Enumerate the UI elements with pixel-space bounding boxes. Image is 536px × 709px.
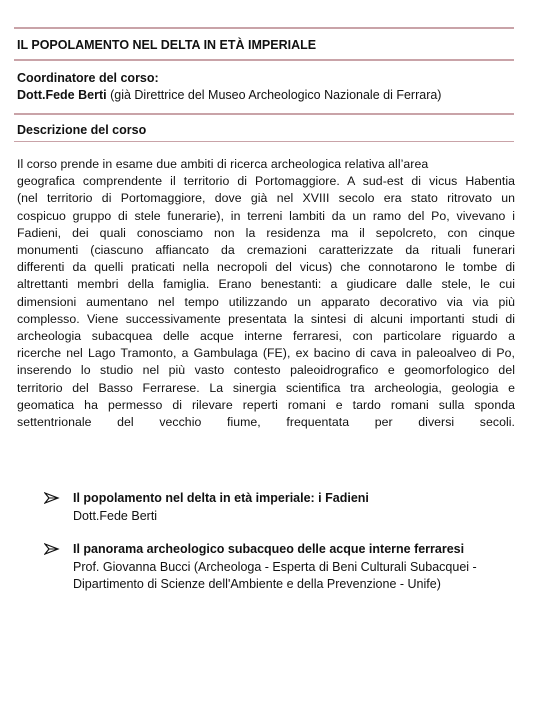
description-line: territorio del Basso Ferrarese. La sinergia scientifica tra archeologia, geologia e: [17, 380, 515, 395]
description-line: dimensioni aumentano nel tempo utilizzando un apparato decorativo via via più: [17, 294, 515, 309]
arrow-bullet-icon: [44, 491, 60, 505]
description-line: Il corso prende in esame due ambiti di ricerca archeologica relativa all’area: [17, 157, 429, 171]
title-divider: [14, 59, 514, 61]
description-line: (nel territorio di Portomaggiore, dove già nel XVIII secolo era stato ritrovato un: [17, 191, 515, 206]
description-body: [17, 156, 515, 431]
talk-title: Il panorama archeologico subacqueo delle acque interne ferraresi: [73, 542, 465, 556]
coordinator-label: Coordinatore del corso:: [17, 71, 159, 85]
talk-title: Il popolamento nel delta in età imperiale: i Fadieni: [73, 491, 369, 505]
coordinator-name: Dott.Fede Berti: [17, 88, 107, 102]
description-line: altrettanti membri della famiglia. Erano benestanti: a giudicare dalle stele, le cui: [17, 277, 515, 292]
course-title: IL POPOLAMENTO NEL DELTA IN ETÀ IMPERIALE: [17, 38, 317, 52]
description-line: complesso. Viene successivamente presentata la sintesi di alcuni importanti studi di: [17, 311, 515, 326]
top-divider: [14, 27, 514, 29]
arrow-bullet-icon: [44, 542, 60, 556]
talk-speaker: Prof. Giovanna Bucci (Archeologa - Esperta di Beni Culturali Subacquei -: [73, 559, 477, 574]
description-line: monumenti (ciascuno affiancato da cremazioni caratterizzate da rituali funerari: [17, 243, 515, 258]
talk-list: [44, 490, 514, 610]
coordinator-line: [17, 87, 515, 104]
coordinator-role: (già Direttrice del Museo Archeologico Nazionale di Ferrara): [110, 88, 442, 102]
description-line: cospicuo gruppo di stele funerarie), in terreni lambiti da un ramo del Po, vivevano i: [17, 208, 515, 223]
talk-item: [44, 490, 514, 525]
description-line: settentrionale del vecchio fiume, frequentata per diversi secoli.: [17, 415, 515, 430]
description-line: differenti da quelli praticati nella necropoli del vicus) che connotarono le tombe di: [17, 260, 515, 275]
coordinator-section: [17, 70, 515, 104]
description-line: archeologia subacquea delle acque interne ferraresi, con particolare riguardo a: [17, 329, 515, 344]
description-line: Fadieni, dei quali conosciamo non la residenza ma il sepolcreto, con cinque: [17, 225, 515, 240]
coordinator-divider: [14, 113, 514, 115]
talk-item: [44, 541, 514, 594]
talk-speaker: Dott.Fede Berti: [73, 508, 158, 523]
description-label: Descrizione del corso: [17, 123, 147, 137]
description-line: inserendo lo studio nel più vasto contesto paleoidrografico e geomorfologico del: [17, 363, 515, 378]
description-line: geografica comprendente il territorio di Portomaggiore. A sud-est di vicus Habentia: [17, 174, 515, 189]
description-divider: [14, 141, 514, 142]
talk-speaker: Dipartimento di Scienze dell'Ambiente e della Prevenzione - Unife): [73, 577, 441, 591]
description-line: ricerche nel Lago Tramonto, a Gambulaga (FE), ex bacino di cava in paleoalveo di Po,: [17, 346, 515, 361]
description-line: geomatica ha permesso di rilevare reperti romani e tardo romani sulla sponda: [17, 397, 515, 412]
